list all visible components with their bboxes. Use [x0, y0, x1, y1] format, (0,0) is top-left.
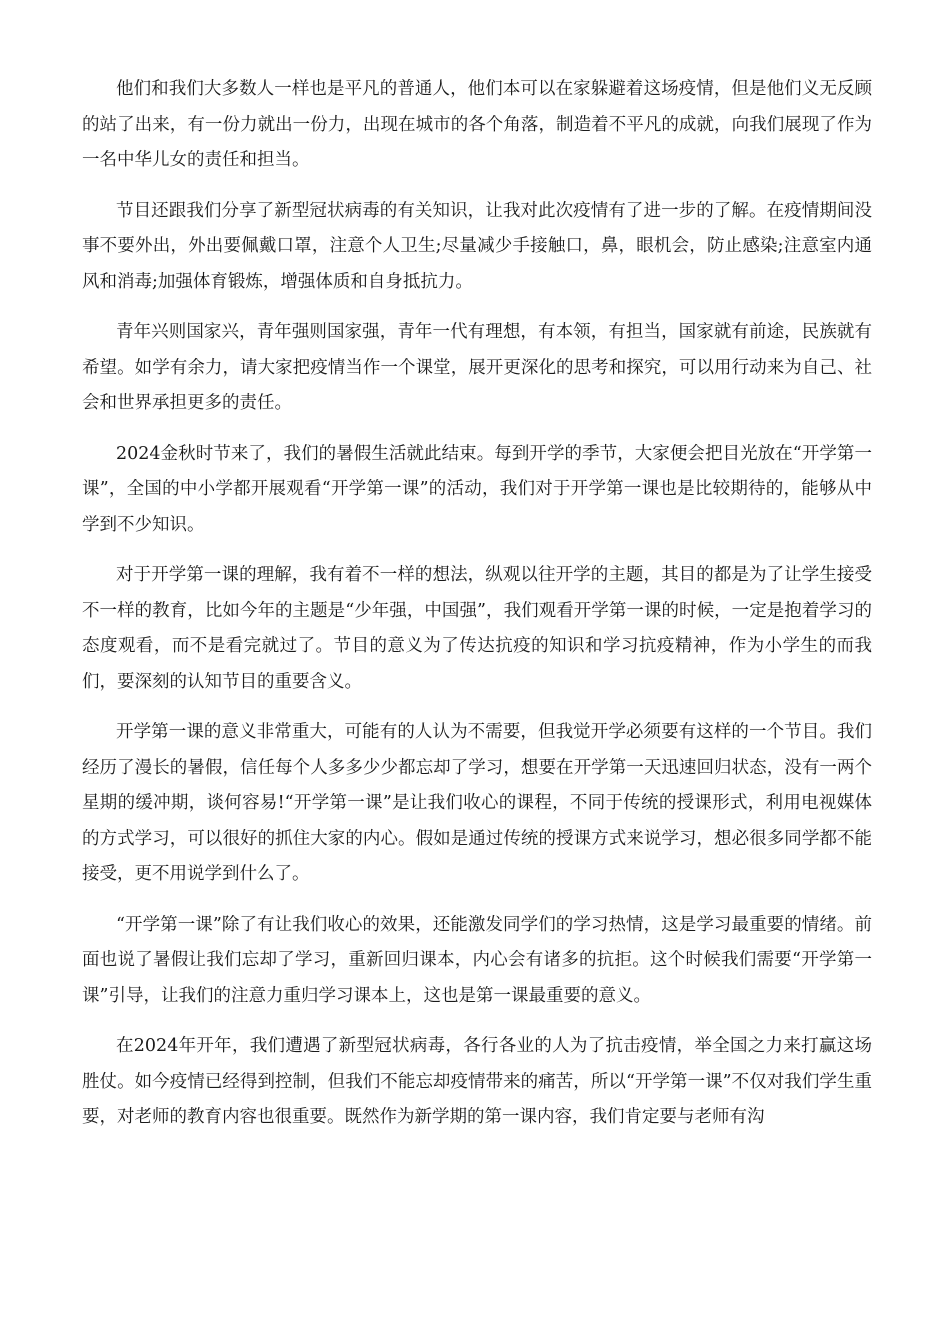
paragraph-3: 青年兴则国家兴，青年强则国家强，青年一代有理想，有本领，有担当，国家就有前途，民族就有希望。如学有余力，请大家把疫情当作一个课堂，展开更深化的思考和探究，可以用行动来为自己、社会和世界承担更多的责任。 [82, 322, 872, 413]
document-body [82, 72, 872, 1136]
paragraph-2: 节目还跟我们分享了新型冠状病毒的有关知识，让我对此次疫情有了进一步的了解。在疫情期间没事不要外出，外出要佩戴口罩，注意个人卫生;尽量减少手接触口，鼻，眼机会，防止感染;注意室内通风和消毒;加强体育锻炼，增强体质和自身抵抗力。 [82, 200, 872, 292]
paragraph-5: 对于开学第一课的理解，我有着不一样的想法，纵观以往开学的主题，其目的都是为了让学生接受不一样的教育，比如今年的主题是“少年强，中国强”，我们观看开学第一课的时候，一定是抱着学习的态度观看，而不是看完就过了。节目的意义为了传达抗疫的知识和学习抗疫精神，作为小学生的而我们，要深刻的认知节目的重要含义。 [82, 565, 872, 692]
paragraph-6: 开学第一课的意义非常重大，可能有的人认为不需要，但我觉开学必须要有这样的一个节目。我们经历了漫长的暑假，信任每个人多多少少都忘却了学习，想要在开学第一天迅速回归状态，没有一两个星期的缓冲期，谈何容易!“开学第一课”是让我们收心的课程，不同于传统的授课形式，利用电视媒体的方式学习，可以很好的抓住大家的内心。假如是通过传统的授课方式来说学习，想必很多同学都不能接受，更不用说学到什么了。 [82, 722, 872, 884]
paragraph-1: 他们和我们大多数人一样也是平凡的普通人，他们本可以在家躲避着这场疫情，但是他们义无反顾的站了出来，有一份力就出一份力，出现在城市的各个角落，制造着不平凡的成就，向我们展现了作为一名中华儿女的责任和担当。 [82, 79, 872, 170]
paragraph-4: 2024金秋时节来了，我们的暑假生活就此结束。每到开学的季节，大家便会把目光放在“开学第一课”，全国的中小学都开展观看“开学第一课”的活动，我们对于开学第一课也是比较期待的，能够从中学到不少知识。 [82, 443, 872, 535]
paragraph-7: “开学第一课”除了有让我们收心的效果，还能激发同学们的学习热情，这是学习最重要的情绪。前面也说了暑假让我们忘却了学习，重新回归课本，内心会有诸多的抗拒。这个时候我们需要“开学第一课”引导，让我们的注意力重归学习课本上，这也是第一课最重要的意义。 [82, 914, 872, 1006]
paragraph-8: 在2024年开年，我们遭遇了新型冠状病毒，各行各业的人为了抗击疫情，举全国之力来打赢这场胜仗。如今疫情已经得到控制，但我们不能忘却疫情带来的痛苦，所以“开学第一课”不仅对我们学生重要，对老师的教育内容也很重要。既然作为新学期的第一课内容，我们肯定要与老师有沟 [82, 1036, 872, 1127]
